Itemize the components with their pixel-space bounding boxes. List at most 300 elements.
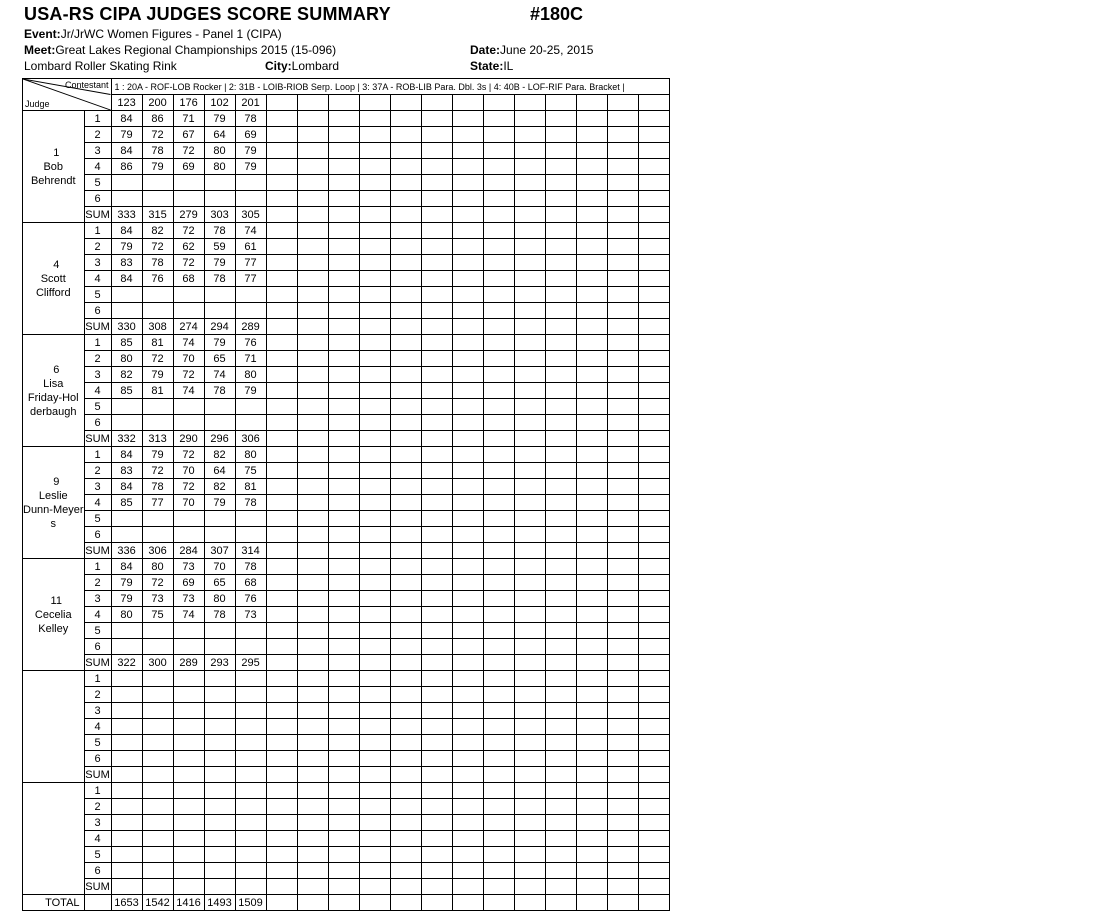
score-cell-empty[interactable] (390, 255, 421, 271)
score-cell[interactable] (235, 303, 266, 319)
judge-sum-cell[interactable]: 306 (235, 431, 266, 447)
score-cell-empty[interactable] (421, 831, 452, 847)
score-cell[interactable]: 76 (142, 271, 173, 287)
score-cell[interactable] (235, 175, 266, 191)
score-cell-empty[interactable] (328, 207, 359, 223)
score-cell-empty[interactable] (266, 255, 297, 271)
score-cell-empty[interactable] (297, 159, 328, 175)
score-cell-empty[interactable] (638, 287, 669, 303)
score-cell-empty[interactable] (421, 287, 452, 303)
score-cell-empty[interactable] (576, 495, 607, 511)
judge-sum-cell[interactable] (142, 879, 173, 895)
score-cell-empty[interactable] (545, 687, 576, 703)
score-cell-empty[interactable] (483, 815, 514, 831)
score-cell-empty[interactable] (421, 495, 452, 511)
score-cell-empty[interactable] (483, 735, 514, 751)
score-cell-empty[interactable] (452, 847, 483, 863)
score-cell[interactable] (142, 287, 173, 303)
score-cell[interactable]: 61 (235, 239, 266, 255)
score-cell-empty[interactable] (483, 511, 514, 527)
score-cell-empty[interactable] (297, 687, 328, 703)
score-cell-empty[interactable] (545, 703, 576, 719)
score-cell[interactable]: 81 (235, 479, 266, 495)
score-cell-empty[interactable] (483, 879, 514, 895)
score-cell-empty[interactable] (638, 527, 669, 543)
score-cell[interactable]: 78 (204, 607, 235, 623)
score-cell-empty[interactable] (607, 655, 638, 671)
score-cell-empty[interactable] (328, 671, 359, 687)
score-cell-empty[interactable] (452, 383, 483, 399)
score-cell-empty[interactable] (390, 767, 421, 783)
score-cell-empty[interactable] (545, 527, 576, 543)
score-cell-empty[interactable] (483, 383, 514, 399)
score-cell-empty[interactable] (266, 415, 297, 431)
score-cell[interactable]: 68 (235, 575, 266, 591)
score-cell-empty[interactable] (576, 575, 607, 591)
score-cell-empty[interactable] (266, 783, 297, 799)
score-cell-empty[interactable] (514, 831, 545, 847)
score-cell-empty[interactable] (638, 111, 669, 127)
score-cell-empty[interactable] (328, 543, 359, 559)
score-cell[interactable] (173, 751, 204, 767)
judge-sum-cell[interactable]: 330 (111, 319, 142, 335)
judge-sum-cell[interactable]: 332 (111, 431, 142, 447)
score-cell[interactable] (204, 863, 235, 879)
score-cell-empty[interactable] (328, 639, 359, 655)
score-cell-empty[interactable] (514, 575, 545, 591)
score-cell-empty[interactable] (576, 351, 607, 367)
score-cell-empty[interactable] (576, 143, 607, 159)
score-cell[interactable] (173, 623, 204, 639)
score-cell-empty[interactable] (359, 527, 390, 543)
score-cell[interactable]: 73 (173, 591, 204, 607)
score-cell-empty[interactable] (576, 223, 607, 239)
score-cell[interactable] (142, 527, 173, 543)
score-cell-empty[interactable] (576, 623, 607, 639)
score-cell-empty[interactable] (359, 607, 390, 623)
score-cell-empty[interactable] (266, 719, 297, 735)
judge-sum-cell[interactable]: 300 (142, 655, 173, 671)
score-cell-empty[interactable] (514, 367, 545, 383)
score-cell-empty[interactable] (514, 783, 545, 799)
score-cell-empty[interactable] (514, 271, 545, 287)
score-cell-empty[interactable] (266, 543, 297, 559)
score-cell-empty[interactable] (607, 527, 638, 543)
score-cell[interactable] (111, 735, 142, 751)
score-cell-empty[interactable] (576, 399, 607, 415)
score-cell-empty[interactable] (576, 319, 607, 335)
score-cell[interactable]: 73 (142, 591, 173, 607)
score-cell[interactable]: 69 (173, 159, 204, 175)
score-cell-empty[interactable] (390, 479, 421, 495)
score-cell-empty[interactable] (297, 463, 328, 479)
score-cell-empty[interactable] (638, 415, 669, 431)
judge-sum-cell[interactable]: 274 (173, 319, 204, 335)
score-cell-empty[interactable] (359, 111, 390, 127)
score-cell[interactable] (111, 399, 142, 415)
judge-sum-cell[interactable]: 295 (235, 655, 266, 671)
score-cell-empty[interactable] (328, 127, 359, 143)
score-cell-empty[interactable] (483, 271, 514, 287)
score-cell-empty[interactable] (359, 463, 390, 479)
score-cell-empty[interactable] (607, 479, 638, 495)
score-cell-empty[interactable] (328, 239, 359, 255)
score-cell[interactable] (173, 415, 204, 431)
score-cell[interactable]: 74 (235, 223, 266, 239)
score-cell-empty[interactable] (514, 559, 545, 575)
score-cell[interactable] (142, 175, 173, 191)
score-cell-empty[interactable] (483, 399, 514, 415)
score-cell[interactable] (204, 399, 235, 415)
score-cell-empty[interactable] (638, 143, 669, 159)
score-cell-empty[interactable] (607, 207, 638, 223)
score-cell-empty[interactable] (483, 335, 514, 351)
score-cell-empty[interactable] (483, 751, 514, 767)
score-cell-empty[interactable] (483, 303, 514, 319)
score-cell-empty[interactable] (483, 351, 514, 367)
score-cell-empty[interactable] (483, 783, 514, 799)
score-cell-empty[interactable] (576, 719, 607, 735)
score-cell[interactable] (173, 399, 204, 415)
score-cell[interactable] (111, 783, 142, 799)
score-cell-empty[interactable] (297, 319, 328, 335)
score-cell-empty[interactable] (576, 511, 607, 527)
score-cell[interactable]: 79 (111, 591, 142, 607)
score-cell-empty[interactable] (607, 703, 638, 719)
score-cell-empty[interactable] (297, 767, 328, 783)
score-cell-empty[interactable] (483, 767, 514, 783)
score-cell-empty[interactable] (452, 159, 483, 175)
score-cell-empty[interactable] (483, 479, 514, 495)
score-cell-empty[interactable] (328, 271, 359, 287)
score-cell-empty[interactable] (638, 575, 669, 591)
score-cell-empty[interactable] (576, 559, 607, 575)
score-cell-empty[interactable] (514, 607, 545, 623)
score-cell-empty[interactable] (390, 495, 421, 511)
score-cell-empty[interactable] (545, 399, 576, 415)
score-cell-empty[interactable] (452, 447, 483, 463)
score-cell-empty[interactable] (452, 495, 483, 511)
score-cell-empty[interactable] (514, 399, 545, 415)
score-cell-empty[interactable] (297, 335, 328, 351)
judge-sum-cell[interactable]: 307 (204, 543, 235, 559)
score-cell-empty[interactable] (607, 111, 638, 127)
score-cell-empty[interactable] (483, 655, 514, 671)
score-cell-empty[interactable] (545, 671, 576, 687)
score-cell-empty[interactable] (421, 399, 452, 415)
score-cell-empty[interactable] (266, 463, 297, 479)
score-cell-empty[interactable] (638, 367, 669, 383)
score-cell[interactable] (142, 703, 173, 719)
score-cell[interactable] (235, 287, 266, 303)
score-cell-empty[interactable] (607, 191, 638, 207)
score-cell-empty[interactable] (545, 639, 576, 655)
score-cell-empty[interactable] (607, 639, 638, 655)
score-cell-empty[interactable] (421, 735, 452, 751)
score-cell[interactable]: 71 (173, 111, 204, 127)
score-cell-empty[interactable] (576, 847, 607, 863)
score-cell-empty[interactable] (638, 175, 669, 191)
score-cell-empty[interactable] (483, 239, 514, 255)
score-cell-empty[interactable] (390, 815, 421, 831)
score-cell-empty[interactable] (607, 607, 638, 623)
score-cell-empty[interactable] (545, 879, 576, 895)
score-cell[interactable]: 84 (111, 559, 142, 575)
score-cell-empty[interactable] (452, 367, 483, 383)
judge-sum-cell[interactable] (204, 767, 235, 783)
judge-sum-cell[interactable] (235, 767, 266, 783)
score-cell-empty[interactable] (545, 383, 576, 399)
score-cell-empty[interactable] (638, 335, 669, 351)
score-cell-empty[interactable] (328, 287, 359, 303)
score-cell-empty[interactable] (297, 799, 328, 815)
score-cell-empty[interactable] (638, 271, 669, 287)
score-cell-empty[interactable] (607, 127, 638, 143)
score-cell-empty[interactable] (297, 255, 328, 271)
score-cell[interactable]: 76 (235, 335, 266, 351)
score-cell-empty[interactable] (514, 479, 545, 495)
score-cell-empty[interactable] (514, 751, 545, 767)
score-cell-empty[interactable] (359, 687, 390, 703)
score-cell-empty[interactable] (266, 751, 297, 767)
score-cell[interactable]: 80 (142, 559, 173, 575)
score-cell-empty[interactable] (483, 447, 514, 463)
score-cell-empty[interactable] (483, 607, 514, 623)
score-cell[interactable] (235, 527, 266, 543)
score-cell-empty[interactable] (483, 191, 514, 207)
score-cell[interactable] (204, 671, 235, 687)
score-cell-empty[interactable] (607, 783, 638, 799)
score-cell-empty[interactable] (607, 719, 638, 735)
score-cell[interactable] (235, 623, 266, 639)
score-cell-empty[interactable] (266, 607, 297, 623)
score-cell-empty[interactable] (638, 751, 669, 767)
score-cell-empty[interactable] (390, 879, 421, 895)
score-cell-empty[interactable] (390, 175, 421, 191)
score-cell-empty[interactable] (514, 495, 545, 511)
score-cell-empty[interactable] (483, 287, 514, 303)
score-cell-empty[interactable] (266, 815, 297, 831)
judge-sum-cell[interactable]: 289 (235, 319, 266, 335)
score-cell-empty[interactable] (483, 719, 514, 735)
score-cell[interactable] (142, 511, 173, 527)
score-cell[interactable] (111, 511, 142, 527)
score-cell[interactable] (173, 671, 204, 687)
score-cell-empty[interactable] (545, 831, 576, 847)
score-cell[interactable] (204, 783, 235, 799)
score-cell-empty[interactable] (545, 255, 576, 271)
score-cell-empty[interactable] (390, 271, 421, 287)
score-cell[interactable] (204, 847, 235, 863)
score-cell-empty[interactable] (421, 479, 452, 495)
score-cell-empty[interactable] (359, 479, 390, 495)
score-cell[interactable] (111, 815, 142, 831)
score-cell-empty[interactable] (359, 671, 390, 687)
score-cell[interactable]: 62 (173, 239, 204, 255)
score-cell[interactable] (235, 847, 266, 863)
score-cell-empty[interactable] (297, 671, 328, 687)
score-cell-empty[interactable] (452, 623, 483, 639)
score-cell[interactable]: 79 (204, 495, 235, 511)
score-cell-empty[interactable] (576, 383, 607, 399)
score-cell[interactable] (111, 191, 142, 207)
score-cell-empty[interactable] (545, 431, 576, 447)
score-cell-empty[interactable] (297, 223, 328, 239)
score-cell-empty[interactable] (421, 719, 452, 735)
score-cell-empty[interactable] (421, 575, 452, 591)
score-cell[interactable] (142, 687, 173, 703)
score-cell-empty[interactable] (576, 735, 607, 751)
score-cell-empty[interactable] (545, 495, 576, 511)
score-cell-empty[interactable] (328, 687, 359, 703)
score-cell-empty[interactable] (452, 463, 483, 479)
score-cell[interactable] (111, 671, 142, 687)
score-cell-empty[interactable] (514, 815, 545, 831)
score-cell-empty[interactable] (266, 399, 297, 415)
score-cell-empty[interactable] (421, 591, 452, 607)
score-cell-empty[interactable] (638, 431, 669, 447)
score-cell[interactable] (173, 303, 204, 319)
score-cell-empty[interactable] (638, 447, 669, 463)
score-cell-empty[interactable] (390, 655, 421, 671)
score-cell-empty[interactable] (359, 783, 390, 799)
score-cell[interactable] (111, 303, 142, 319)
score-cell-empty[interactable] (297, 703, 328, 719)
score-cell-empty[interactable] (638, 159, 669, 175)
score-cell-empty[interactable] (297, 383, 328, 399)
score-cell[interactable]: 82 (111, 367, 142, 383)
score-cell-empty[interactable] (607, 255, 638, 271)
score-cell-empty[interactable] (607, 687, 638, 703)
score-cell-empty[interactable] (545, 751, 576, 767)
score-cell-empty[interactable] (328, 367, 359, 383)
score-cell[interactable] (111, 527, 142, 543)
score-cell-empty[interactable] (545, 655, 576, 671)
score-cell[interactable]: 59 (204, 239, 235, 255)
score-cell-empty[interactable] (514, 639, 545, 655)
score-cell-empty[interactable] (297, 847, 328, 863)
score-cell[interactable]: 80 (235, 367, 266, 383)
score-cell-empty[interactable] (638, 303, 669, 319)
score-cell[interactable]: 75 (142, 607, 173, 623)
score-cell[interactable]: 72 (173, 479, 204, 495)
score-cell-empty[interactable] (328, 719, 359, 735)
score-cell[interactable]: 65 (204, 575, 235, 591)
score-cell-empty[interactable] (638, 319, 669, 335)
score-cell-empty[interactable] (452, 815, 483, 831)
score-cell-empty[interactable] (390, 639, 421, 655)
score-cell-empty[interactable] (545, 111, 576, 127)
score-cell-empty[interactable] (638, 767, 669, 783)
score-cell-empty[interactable] (545, 767, 576, 783)
score-cell-empty[interactable] (328, 223, 359, 239)
score-cell[interactable]: 84 (111, 479, 142, 495)
score-cell[interactable]: 80 (204, 591, 235, 607)
score-cell-empty[interactable] (390, 127, 421, 143)
score-cell-empty[interactable] (607, 143, 638, 159)
score-cell-empty[interactable] (514, 287, 545, 303)
score-cell-empty[interactable] (390, 447, 421, 463)
score-cell[interactable] (142, 303, 173, 319)
score-cell-empty[interactable] (483, 495, 514, 511)
score-cell-empty[interactable] (638, 703, 669, 719)
score-cell-empty[interactable] (452, 783, 483, 799)
score-cell-empty[interactable] (390, 335, 421, 351)
score-cell-empty[interactable] (421, 175, 452, 191)
score-cell-empty[interactable] (576, 479, 607, 495)
score-cell-empty[interactable] (297, 239, 328, 255)
score-cell-empty[interactable] (390, 623, 421, 639)
score-cell[interactable]: 72 (173, 223, 204, 239)
score-cell-empty[interactable] (266, 287, 297, 303)
score-cell[interactable] (204, 287, 235, 303)
score-cell[interactable]: 78 (235, 111, 266, 127)
score-cell[interactable] (173, 719, 204, 735)
score-cell-empty[interactable] (359, 255, 390, 271)
score-cell-empty[interactable] (483, 159, 514, 175)
score-cell-empty[interactable] (359, 799, 390, 815)
score-cell-empty[interactable] (638, 735, 669, 751)
score-cell[interactable]: 77 (142, 495, 173, 511)
score-cell[interactable] (204, 799, 235, 815)
score-cell[interactable] (142, 639, 173, 655)
score-cell-empty[interactable] (514, 879, 545, 895)
score-cell-empty[interactable] (359, 367, 390, 383)
score-cell-empty[interactable] (452, 751, 483, 767)
score-cell-empty[interactable] (297, 415, 328, 431)
score-cell-empty[interactable] (390, 399, 421, 415)
score-cell-empty[interactable] (576, 783, 607, 799)
score-cell-empty[interactable] (576, 799, 607, 815)
score-cell-empty[interactable] (390, 303, 421, 319)
score-cell-empty[interactable] (638, 223, 669, 239)
score-cell-empty[interactable] (545, 591, 576, 607)
score-cell-empty[interactable] (421, 207, 452, 223)
score-cell-empty[interactable] (266, 319, 297, 335)
score-cell-empty[interactable] (638, 639, 669, 655)
score-cell-empty[interactable] (297, 479, 328, 495)
score-cell[interactable]: 78 (204, 223, 235, 239)
score-cell-empty[interactable] (359, 879, 390, 895)
score-cell-empty[interactable] (359, 415, 390, 431)
score-cell[interactable] (235, 735, 266, 751)
score-cell-empty[interactable] (514, 415, 545, 431)
score-cell-empty[interactable] (576, 175, 607, 191)
score-cell[interactable]: 72 (142, 463, 173, 479)
score-cell-empty[interactable] (576, 159, 607, 175)
score-cell-empty[interactable] (545, 447, 576, 463)
score-cell-empty[interactable] (576, 831, 607, 847)
score-cell[interactable]: 86 (111, 159, 142, 175)
score-cell-empty[interactable] (297, 591, 328, 607)
score-cell-empty[interactable] (514, 335, 545, 351)
score-cell-empty[interactable] (297, 575, 328, 591)
score-cell[interactable]: 75 (235, 463, 266, 479)
score-cell-empty[interactable] (638, 495, 669, 511)
score-cell-empty[interactable] (297, 511, 328, 527)
score-cell-empty[interactable] (545, 799, 576, 815)
score-cell-empty[interactable] (266, 703, 297, 719)
score-cell[interactable] (235, 399, 266, 415)
score-cell-empty[interactable] (483, 863, 514, 879)
judge-sum-cell[interactable]: 322 (111, 655, 142, 671)
score-cell[interactable] (235, 639, 266, 655)
score-cell[interactable] (111, 687, 142, 703)
score-cell-empty[interactable] (483, 703, 514, 719)
score-cell-empty[interactable] (297, 287, 328, 303)
score-cell-empty[interactable] (297, 879, 328, 895)
score-cell-empty[interactable] (390, 143, 421, 159)
